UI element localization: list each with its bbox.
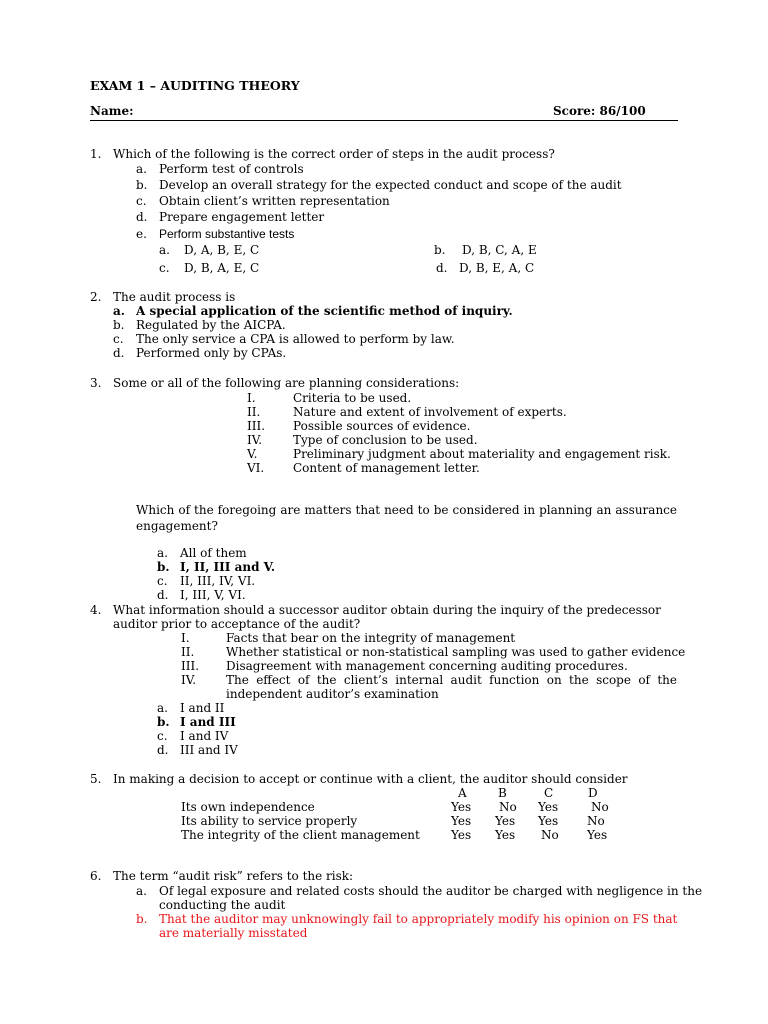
roman-numeral: I. xyxy=(247,391,256,405)
choice-text-correct: A special application of the scientific method of inquiry. xyxy=(136,304,513,318)
choice-letter: b. xyxy=(113,318,125,332)
consideration-text: Content of management letter. xyxy=(293,461,480,475)
table-cell: Yes xyxy=(495,828,516,842)
question-6-text: The term “audit risk” refers to the risk: xyxy=(113,869,354,883)
choice-text: II, III, IV, VI. xyxy=(180,574,256,588)
step-letter: c. xyxy=(136,194,147,208)
table-col-header: B xyxy=(498,786,507,800)
question-number: 5. xyxy=(90,772,102,786)
choice-text: I and IV xyxy=(180,729,229,743)
choice-text: Regulated by the AICPA. xyxy=(136,318,286,332)
step-letter: b. xyxy=(136,178,148,192)
info-text: Facts that bear on the integrity of management xyxy=(226,631,516,645)
table-cell: No xyxy=(541,828,559,842)
header-divider xyxy=(90,120,678,121)
choice-letter: b. xyxy=(157,715,170,729)
consideration-text: Possible sources of evidence. xyxy=(293,419,471,433)
info-text: The effect of the client’s internal audit function on the scope of the xyxy=(226,673,677,687)
choice-letter: b. xyxy=(434,243,446,257)
name-label: Name: xyxy=(90,104,134,118)
question-5-text: In making a decision to accept or continue with a client, the auditor should consider xyxy=(113,772,628,786)
step-letter: d. xyxy=(136,210,148,224)
choice-text-correct: I and III xyxy=(180,715,236,729)
score-label: Score: 86/100 xyxy=(553,104,646,118)
choice-text-cont: conducting the audit xyxy=(159,898,286,912)
roman-numeral: VI. xyxy=(247,461,265,475)
table-cell: Yes xyxy=(495,814,516,828)
table-cell: No xyxy=(591,800,609,814)
choice-letter: c. xyxy=(157,729,168,743)
choice-letter: c. xyxy=(159,261,170,275)
question-3-followup-cont: engagement? xyxy=(136,519,218,533)
question-3-text: Some or all of the following are planning considerations: xyxy=(113,376,460,390)
roman-numeral: III. xyxy=(181,659,200,673)
step-text: Obtain client’s written representation xyxy=(159,194,390,208)
table-cell: Yes xyxy=(451,828,472,842)
roman-numeral: IV. xyxy=(247,433,263,447)
question-3-followup: Which of the foregoing are matters that need to be considered in planning an assurance xyxy=(136,503,677,517)
table-row-label: The integrity of the client management xyxy=(181,828,420,842)
roman-numeral: III. xyxy=(247,419,266,433)
table-cell: No xyxy=(499,800,517,814)
table-cell: Yes xyxy=(587,828,608,842)
table-cell: Yes xyxy=(538,814,559,828)
choice-text: All of them xyxy=(180,546,247,560)
info-text: Disagreement with management concerning auditing procedures. xyxy=(226,659,628,673)
question-4-text: What information should a successor auditor obtain during the inquiry of the predecessor xyxy=(113,603,661,617)
question-number: 4. xyxy=(90,603,102,617)
question-4-text-cont: auditor prior to acceptance of the audit? xyxy=(113,617,361,631)
choice-letter-highlighted: b. xyxy=(136,912,148,926)
choice-text: I, III, V, VI. xyxy=(180,588,246,602)
consideration-text: Preliminary judgment about materiality and engagement risk. xyxy=(293,447,671,461)
choice-text: D, A, B, E, C xyxy=(184,243,260,257)
choice-text-highlighted: That the auditor may unknowingly fail to appropriately modify his opinion on FS that xyxy=(159,912,678,926)
choice-letter: a. xyxy=(159,243,170,257)
step-letter: a. xyxy=(136,162,147,176)
choice-letter: c. xyxy=(113,332,124,346)
table-cell: Yes xyxy=(451,814,472,828)
choice-text: D, B, E, A, C xyxy=(459,261,535,275)
table-col-header: D xyxy=(588,786,598,800)
consideration-text: Nature and extent of involvement of experts. xyxy=(293,405,567,419)
step-text: Prepare engagement letter xyxy=(159,210,325,224)
table-row-label: Its ability to service properly xyxy=(181,814,358,828)
info-text: Whether statistical or non-statistical sampling was used to gather evidence xyxy=(226,645,686,659)
table-col-header: C xyxy=(544,786,554,800)
table-row-label: Its own independence xyxy=(181,800,315,814)
step-text: Perform test of controls xyxy=(159,162,304,176)
table-col-header: A xyxy=(458,786,467,800)
consideration-text: Type of conclusion to be used. xyxy=(293,433,478,447)
question-1-text: Which of the following is the correct order of steps in the audit process? xyxy=(113,147,555,161)
choice-text: The only service a CPA is allowed to perform by law. xyxy=(136,332,455,346)
roman-numeral: V. xyxy=(247,447,258,461)
table-cell: Yes xyxy=(451,800,472,814)
exam-title: EXAM 1 – AUDITING THEORY xyxy=(90,78,300,93)
step-text: Develop an overall strategy for the expected conduct and scope of the audit xyxy=(159,178,622,192)
choice-letter: a. xyxy=(136,884,147,898)
choice-text: D, B, A, E, C xyxy=(184,261,260,275)
choice-text: Performed only by CPAs. xyxy=(136,346,287,360)
choice-letter: d. xyxy=(157,588,169,602)
roman-numeral: II. xyxy=(181,645,195,659)
question-number: 2. xyxy=(90,290,102,304)
table-cell: No xyxy=(587,814,605,828)
consideration-text: Criteria to be used. xyxy=(293,391,412,405)
info-text-cont: independent auditor’s examination xyxy=(226,687,439,701)
choice-text: D, B, C, A, E xyxy=(462,243,537,257)
choice-text: Of legal exposure and related costs should the auditor be charged with negligence in the xyxy=(159,884,703,898)
choice-text-highlighted-cont: are materially misstated xyxy=(159,926,308,940)
roman-numeral: IV. xyxy=(181,673,197,687)
choice-letter: d. xyxy=(157,743,169,757)
choice-text-correct: I, II, III and V. xyxy=(180,560,276,574)
choice-letter: c. xyxy=(157,574,168,588)
choice-letter: d. xyxy=(436,261,448,275)
choice-letter: a. xyxy=(113,304,125,318)
choice-text: III and IV xyxy=(180,743,238,757)
step-letter: e. xyxy=(136,227,147,241)
question-number: 1. xyxy=(90,147,102,161)
choice-letter: d. xyxy=(113,346,125,360)
choice-letter: a. xyxy=(157,701,168,715)
choice-text: I and II xyxy=(180,701,225,715)
roman-numeral: I. xyxy=(181,631,190,645)
question-2-text: The audit process is xyxy=(113,290,236,304)
choice-letter: b. xyxy=(157,560,170,574)
step-text: Perform substantive tests xyxy=(159,227,295,241)
roman-numeral: II. xyxy=(247,405,261,419)
question-number: 6. xyxy=(90,869,102,883)
question-number: 3. xyxy=(90,376,102,390)
table-cell: Yes xyxy=(538,800,559,814)
choice-letter: a. xyxy=(157,546,168,560)
